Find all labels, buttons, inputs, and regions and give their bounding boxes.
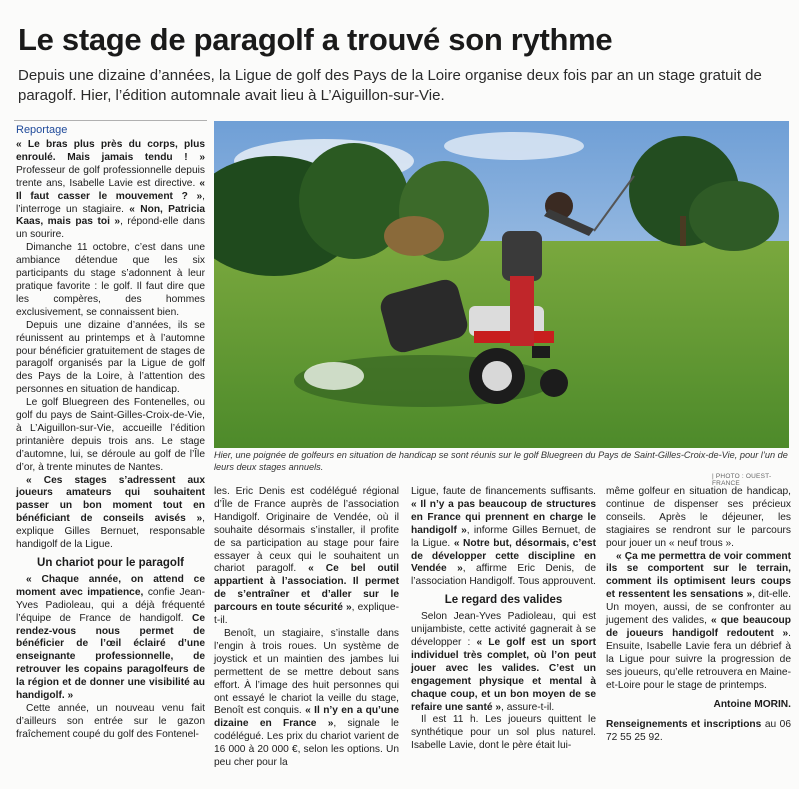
quote: « Chaque année, on attend ce moment avec impatience, <box>16 573 205 598</box>
article-photo <box>214 121 789 448</box>
text: , explique-t-il. <box>214 602 399 627</box>
rubric-divider <box>14 120 207 121</box>
paragraph: Dimanche 11 octobre, c’est dans une ambiance détendue que les six participants du stage s’adonnent à leur pratique favorite : le golf. Il faut dire que les compères, des hommes exclusivement, se connaissent bien. <box>16 242 205 318</box>
quote: « Ces stages s’adressent aux joueurs amateurs qui souhaitent passer un bon moment tout en bénéficiant de conseils avisés » <box>16 474 205 525</box>
headline: Le stage de paragolf a trouvé son rythme <box>18 22 613 57</box>
text: , l’interroge un stagiaire. <box>16 190 205 215</box>
rubric-label: Reportage <box>16 124 68 136</box>
photo-caption: Hier, une poignée de golfeurs en situation de handicap se sont réunis sur le golf Bluegreen du Pays de Saint-Gilles-Croix-de-Vie, pour l’un de leurs deux stages annuels. <box>214 450 788 472</box>
info-label: Renseignements et inscriptions <box>606 719 762 731</box>
article-column-1 <box>16 139 205 742</box>
paragraph <box>606 551 791 693</box>
quote: « Non, Patricia Kaas, mais pas toi » <box>16 203 205 228</box>
text: , explique Gilles Bernuet, responsable handigolf de la Ligue. <box>16 513 205 551</box>
text: Professeur de golf professionnelle depuis trente ans, Isabelle Lavie est directive. <box>16 164 205 189</box>
quote: « Il n’y a pas beaucoup de structures en France qui prennent en charge le handigolf » <box>411 498 596 536</box>
paragolf-photo-illustration <box>214 121 789 448</box>
paragraph <box>16 139 205 242</box>
quote: « Notre but, désormais, c’est de développer cette discipline en Vendée » <box>411 537 596 575</box>
paragraph <box>214 486 399 628</box>
photo-credit: | PHOTO : OUEST-FRANCE <box>712 473 772 487</box>
text: Ligue, faute de financements suffisants. <box>411 486 596 497</box>
author-signature: Antoine MORIN. <box>713 698 791 710</box>
text: Selon Jean-Yves Padioleau, qui est unijambiste, cette activité gagnerait à se développer : <box>411 611 596 648</box>
quote: « Il faut casser le mouvement ? » <box>16 177 205 202</box>
quote: « Ce bel outil appartient à l’association. Il permet de s’entraîner et d’aller sur le parcours en toute sécurité » <box>214 563 399 614</box>
paragraph <box>411 486 596 589</box>
text: , affirme Eric Denis, de l’association Handigolf. Tous approuvent. <box>411 563 596 588</box>
article-column-2 <box>214 486 399 770</box>
paragraph <box>16 574 205 703</box>
text: . Ensuite, Isabelle Lavie fera un débrief à la Ligue pour suivre la progression de ses joueurs, qu’elle retrouvera en Maine-et-Loire pour le stage de printemps. <box>606 627 791 691</box>
subheading: Le regard des valides <box>444 594 563 607</box>
paragraph: Cette année, un nouveau venu fait d’ailleurs son entrée sur le gazon fraîchement coupé du golf des Fontenel- <box>16 702 205 740</box>
quote: « que beaucoup de joueurs handigolf redoutent » <box>606 615 791 639</box>
paragraph <box>411 611 596 714</box>
article-column-4 <box>606 486 791 745</box>
text: , signale le codélégué. Les prix du chariot varient de 16 000 à 20 000 €, selon les options. Un peu cher pour la <box>214 718 399 769</box>
standfirst: Depuis une dizaine d’années, la Ligue de golf des Pays de la Loire organise deux fois par an un stage gratuit de paragolf. Hier, l’édition automnale avait lieu à L’Aiguillon-sur-Vie. <box>18 67 762 104</box>
phone-number: au 06 72 55 25 92. <box>606 719 791 744</box>
paragraph: Le golf Bluegreen des Fontenelles, ou golf du pays de Saint-Gilles-Croix-de-Vie, à L’Aiguillon-sur-Vie, accueille l’édition printanière depuis trois ans. Le stage d’automne, lui, se déroule au golf de l’Île d’or, à trente minutes de Nantes. <box>16 397 205 473</box>
text: , dit-elle. Un moyen, aussi, de se confronter au jugement des valides, <box>606 589 791 627</box>
quote: « Le golf est un sport individuel très complet, où l’on peut jouer avec les valides. C’est un engagement physique et mental à chaque coup, et un bon moyen de se refaire une santé » <box>411 636 596 713</box>
text: confie Jean-Yves Padioleau, qui a déjà fréquenté l’équipe de France de handigolf. <box>16 586 205 624</box>
text: , répond-elle dans un sourire. <box>16 216 205 241</box>
paragraph: même golfeur en situation de handicap, continue de dispenser ses précieux conseils. Après le déjeuner, les stagiaires se rendront sur le parcours pour jouer un « neuf trous ». <box>606 486 791 549</box>
paragraph <box>16 475 205 552</box>
subheading: Un chariot pour le paragolf <box>37 557 184 569</box>
paragraph: Depuis une dizaine d’années, ils se réunissent au printemps et à l’automne pour bénéficier gratuitement de stages de paragolf organisés par la Ligue de golf des Pays de la Loire, à l’attention des personnes en situation de handicap. <box>16 319 205 396</box>
text: les. Eric Denis est codélégué régional d’Île de France auprès de l’association Handigolf. Originaire de Vendée, où il souhaite désormais s’installer, il profite de sa participation au stage pour faire essayer à ceux qui le souhaitent un chariot paragolf. <box>214 486 399 575</box>
paragraph: Il est 11 h. Les joueurs quittent le synthétique pour un sol plus naturel. Isabelle Lavie, dont le père était lui- <box>411 714 596 752</box>
quote: « Il n’y en a qu’une dizaine en France » <box>214 705 399 730</box>
text: , informe Gilles Bernuet, de la Ligue. <box>411 524 596 549</box>
paragraph <box>214 628 399 770</box>
info-line <box>606 719 791 745</box>
quote: « Ça me permettra de voir comment ils se comportent sur le terrain, comment ils optimisent leurs coups et ressentent les sensations » <box>606 550 791 601</box>
article-column-3 <box>411 486 596 753</box>
quote: « Le bras plus près du corps, plus enroulé. Mais jamais tendu ! » <box>16 139 205 163</box>
text: Benoît, un stagiaire, s’installe dans l’engin à trois roues. Un système de joystick et un maintien des jambes lui permettent de se mettre debout sans effort. À l’image des huit personnes qui ont essayé le chariot la veille du stage, Benoît est conquis. <box>214 627 399 717</box>
text: , assure-t-il. <box>501 701 555 713</box>
quote: Ce rendez-vous nous permet de bénéficier de l’œil éclairé d’une enseignante professionnelle, de retrouver les copains paragolfeurs de la région et de donner une visibilité au handigolf. » <box>16 612 205 702</box>
